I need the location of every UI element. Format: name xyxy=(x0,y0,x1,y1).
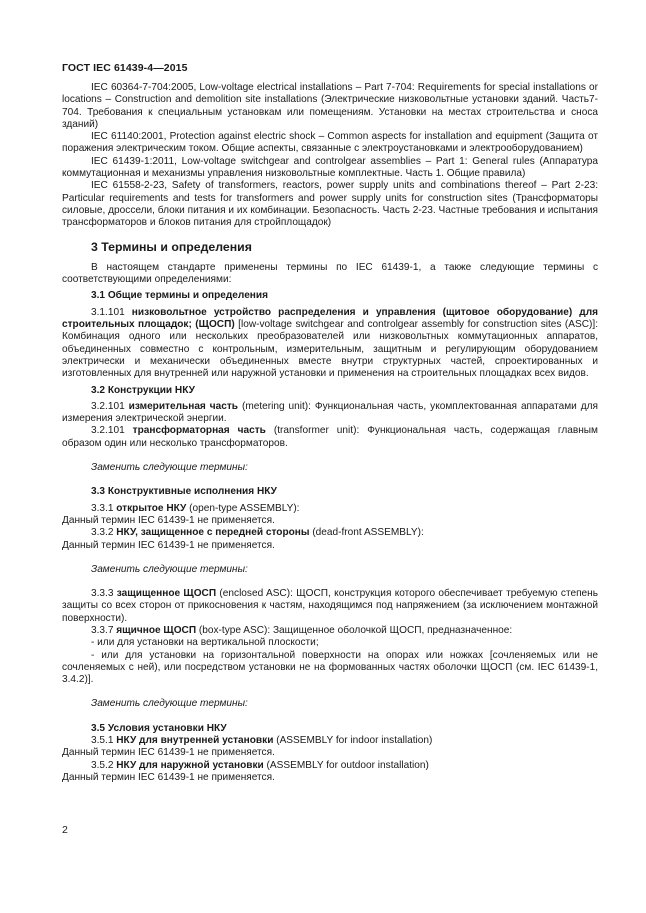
term-3-5-1 xyxy=(62,735,598,747)
reference-item: IEC 60364-7-704:2005, Low-voltage electrical installations – Part 7-704: Requirements for special installations or locations – Construction and demolition site installations (Электрические низковольтные установки зданий. Часть7-704. Требования к специальным установкам или помещениям. Установки на местах строительства и сноса зданий) xyxy=(62,82,598,130)
term-name: НКУ, защищенное с передней стороны xyxy=(116,527,310,539)
section-3-1-heading: 3.1 Общие термины и определения xyxy=(91,290,269,302)
term-name: открытое НКУ xyxy=(116,502,187,514)
term-definition: (dead-front ASSEMBLY): xyxy=(309,527,424,539)
term-number: 3.1.101 xyxy=(91,306,132,318)
term-3-3-2 xyxy=(62,527,598,539)
section-3-heading: 3 Термины и определения xyxy=(91,239,252,254)
section-3-3-heading: 3.3 Конструктивные исполнения НКУ xyxy=(91,486,277,498)
term-number: 3.2.101 xyxy=(91,400,129,412)
term-definition: (ASSEMBLY for indoor installation) xyxy=(273,735,433,747)
term-3-3-1 xyxy=(62,503,598,515)
document-body xyxy=(62,82,598,784)
term-definition: (enclosed ASC): ЩОСП, конструкция которого обеспечивает требуемую степень защиты со всех сторон от прикосновения к частям, находящимся под напряжением (за исключением монтажной поверхности). xyxy=(62,588,598,624)
term-number: 3.5.2 xyxy=(91,759,117,771)
term-definition: (box-type ASC): Защищенное оболочкой ЩОСП, предназначенное: xyxy=(196,624,513,636)
term-number: 3.3.2 xyxy=(91,527,117,539)
term-number: 3.3.3 xyxy=(91,588,117,600)
term-number: 3.3.1 xyxy=(91,502,117,514)
not-applied-note: Данный термин IEC 61439-1 не применяется. xyxy=(62,514,275,526)
term-name: измерительная часть xyxy=(128,400,239,412)
term-name: ящичное ЩОСП xyxy=(116,624,197,636)
term-3-1-101 xyxy=(62,307,598,381)
reference-item: IEC 61558-2-23, Safety of transformers, reactors, power supply units and combinations thereof – Part 2-23: Particular requirements and tests for transformers and power supply units for construction sites (Трансформаторы силовые, дроссели, блоки питания и их комбинации. Безопасность. Часть 2-23. Частные требования и испытания трансформаторов и блоков питания для стройплощадок) xyxy=(62,180,598,229)
section-3-2-heading: 3.2 Конструкции НКУ xyxy=(91,384,195,396)
page-number: 2 xyxy=(62,824,68,836)
reference-item: IEC 61439-1:2011, Low-voltage switchgear and controlgear assemblies – Part 1: General rules (Аппаратура коммутационная и механизмы управления низковольтные комплектные. Часть 1. Общие правила) xyxy=(62,155,598,180)
not-applied-note: Данный термин IEC 61439-1 не применяется. xyxy=(62,747,275,759)
term-3-3-7 xyxy=(62,625,598,637)
list-item: - или для установки на вертикальной плоскости; xyxy=(91,637,319,649)
term-definition: (ASSEMBLY for outdoor installation) xyxy=(263,759,429,771)
running-header: ГОСТ IEC 61439-4—2015 xyxy=(62,62,188,74)
replace-note: Заменить следующие термины: xyxy=(91,563,248,575)
term-definition: (transformer unit): Функциональная часть, содержащая главным образом один или несколько трансформаторов. xyxy=(62,425,598,449)
term-definition: (metering unit): Функциональная часть, укомплектованная аппаратами для измерения электрической энергии. xyxy=(62,400,598,425)
term-number: 3.3.7 xyxy=(91,624,117,636)
term-name: НКУ для наружной установки xyxy=(116,759,264,771)
term-name: трансформаторная часть xyxy=(132,425,266,437)
section-3-intro: В настоящем стандарте применены термины по IEC 61439-1, а также следующие термины с соответствующими определениями: xyxy=(62,261,598,286)
term-3-2-101 xyxy=(62,401,598,426)
term-name: НКУ для внутренней установки xyxy=(116,735,274,747)
not-applied-note: Данный термин IEC 61439-1 не применяется. xyxy=(62,771,275,783)
term-name: защищенное ЩОСП xyxy=(116,588,217,600)
term-name: низковольтное устройство распределения и управления (щитовое оборудование) для строительных площадок; (ЩОСП) xyxy=(62,306,598,331)
replace-note: Заменить следующие термины: xyxy=(91,698,248,710)
term-3-2-102 xyxy=(62,425,598,450)
section-3-5-heading: 3.5 Условия установки НКУ xyxy=(91,722,227,734)
term-3-5-2 xyxy=(62,760,598,772)
reference-item: IEC 61140:2001, Protection against electric shock – Common aspects for installation and equipment (Защита от поражения электрическим током. Общие аспекты, связанные с электроустановками и электрооборудованием) xyxy=(62,131,598,155)
term-definition: (open-type ASSEMBLY): xyxy=(186,502,300,514)
term-number: 3.2.101 xyxy=(91,425,133,437)
term-definition: [low-voltage switchgear and controlgear assembly for construction sites (ASC)]: Комбинация одного или нескольких преобразователей или низковольтных коммутационных аппаратов, объединенных совместно с контрольным, измерительным, защитным и регулирующим оборудованием электрически и механически объединенных вместе внутри структурных частей, спроектированных и изготовленных для внутренней или наружной установки и применения на строительных площадках всех видов. xyxy=(62,319,598,380)
term-3-3-3 xyxy=(62,588,598,625)
replace-note: Заменить следующие термины: xyxy=(91,462,248,474)
list-item: - или для установки на горизонтальной поверхности на опорах или ножках [сочленяемых или не сочленяемых с ней), или посредством установки не на формованных частях оболочки ЩОСП (см. IEC 61439-1, 3.4.2)]. xyxy=(62,649,598,686)
term-number: 3.5.1 xyxy=(91,735,117,747)
not-applied-note: Данный термин IEC 61439-1 не применяется. xyxy=(62,539,275,551)
